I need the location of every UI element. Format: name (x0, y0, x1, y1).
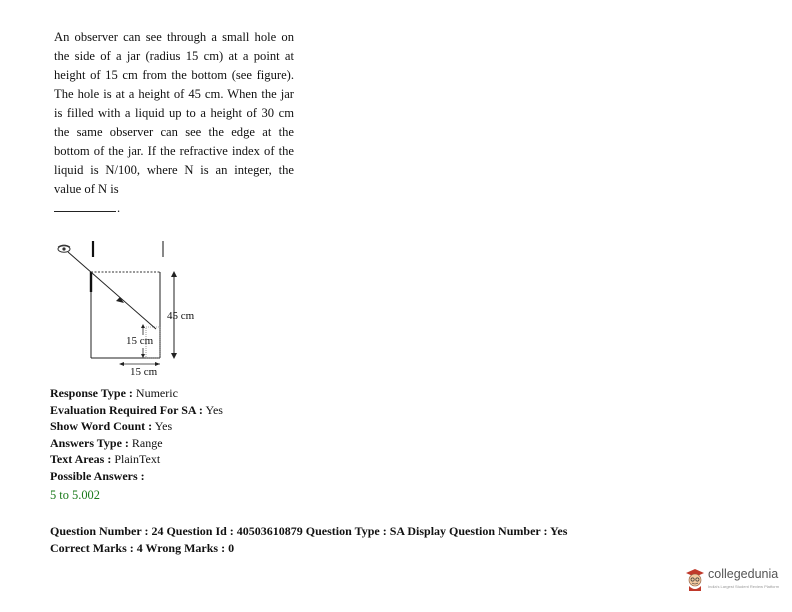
eye-icon (58, 245, 70, 252)
possible-answers-label: Possible Answers : (50, 468, 145, 483)
evaluation-row (50, 402, 223, 419)
response-type-row (50, 385, 223, 402)
jar-figure (50, 236, 210, 380)
question-text: An observer can see through a small hole on the side of a jar (radius 15 cm) at a point at height of 15 cm from the bottom (see figure). The hole is at a height of 45 cm. When the jar is filled with a liquid up to a height of 30 cm the same observer can see the edge at the bottom of the jar. If the refractive index of the liquid is N/100, where N is an integer, the value of N is (54, 30, 294, 196)
word-count-label: Show Word Count : (50, 419, 153, 434)
label-15cm-radius: 15 cm (130, 366, 158, 378)
label-15cm-height: 15 cm (126, 335, 154, 347)
collegedunia-logo (684, 564, 784, 600)
word-count-row (50, 418, 223, 435)
jar-diagram (50, 236, 210, 380)
marks-line: Correct Marks : 4 Wrong Marks : 0 (50, 541, 235, 555)
answers-type-label: Answers Type : (50, 435, 129, 450)
answers-type-value: Range (131, 435, 163, 450)
question-footer (50, 523, 567, 557)
evaluation-label: Evaluation Required For SA : (50, 402, 203, 417)
label-45cm: 45 cm (167, 310, 195, 322)
answer-blank (54, 199, 116, 212)
text-areas-value: PlainText (114, 452, 161, 467)
question-info-line: Question Number : 24 Question Id : 40503610879 Question Type : SA Display Question Number : Yes (50, 524, 568, 538)
possible-answers-value: 5 to 5.002 (50, 487, 100, 502)
possible-answers-row (50, 468, 223, 485)
word-count-value: Yes (154, 419, 173, 434)
response-meta (50, 385, 223, 503)
logo-wordmark: collegedunia (708, 567, 779, 581)
blank-suffix: . (117, 201, 121, 215)
response-type-value: Numeric (135, 386, 178, 400)
question-text-block (54, 28, 294, 218)
text-areas-row (50, 451, 223, 468)
answers-type-row (50, 435, 223, 452)
text-areas-label: Text Areas : (50, 452, 112, 467)
evaluation-value: Yes (205, 402, 223, 417)
light-ray (68, 252, 156, 329)
logo-tagline: India's Largest Student Review Platform (708, 584, 780, 589)
mascot-icon (684, 566, 706, 592)
response-type-label: Response Type : (50, 386, 133, 400)
